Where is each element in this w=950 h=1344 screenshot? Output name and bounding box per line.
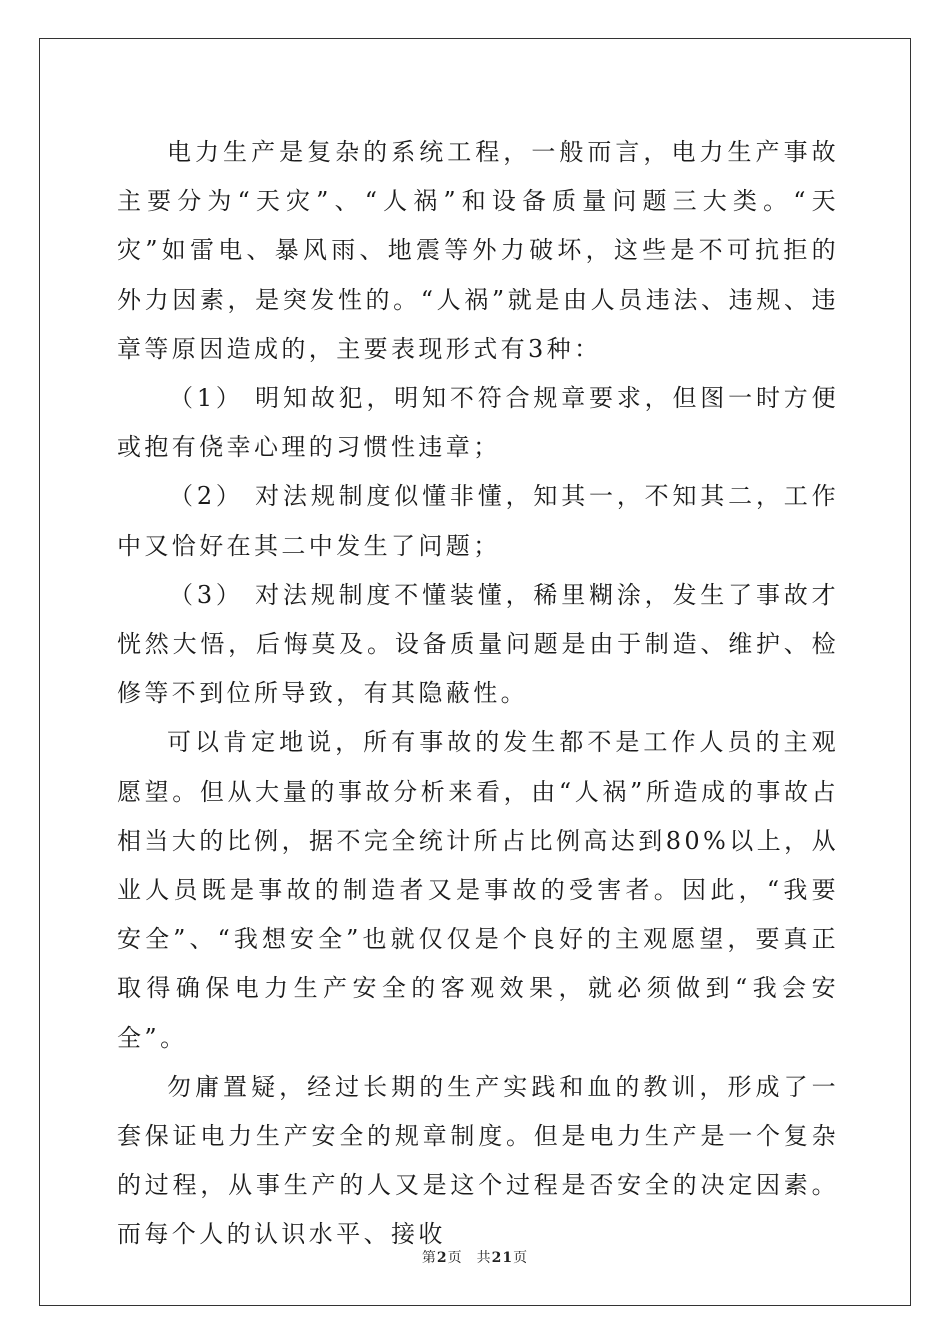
footer-page-prefix: 第 (421, 1250, 437, 1266)
paragraph-accident-categories: 电力生产是复杂的系统工程，一般而言，电力生产事故主要分为“天灾”、“人祸”和设备质量问题三大类。“天灾”如雷电、暴风雨、地震等外力破坏，这些是不可抗拒的外力因素，是突发性的。“人祸”就是由人员违法、违规、违章等原因造成的，主要表现形式有3种： (117, 138, 839, 363)
list-item-2: （2） 对法规制度似懂非懂，知其一，不知其二，工作中又恰好在其二中发生了问题； (117, 482, 839, 560)
document-body (117, 128, 839, 1260)
footer-total-pages: 21 (491, 1250, 514, 1266)
footer-page-suffix: 页 (447, 1250, 463, 1266)
list-item-3: （3） 对法规制度不懂装懂，稀里糊涂，发生了事故才恍然大悟，后悔莫及。设备质量问题是由于制造、维护、检修等不到位所导致，有其隐蔽性。 (117, 580, 839, 708)
footer-total-suffix: 页 (513, 1250, 529, 1266)
list-item-1: （1） 明知故犯，明知不符合规章要求，但图一时方便或抱有侥幸心理的习惯性违章； (117, 384, 839, 462)
paragraph-regulations: 勿庸置疑，经过长期的生产实践和血的教训，形成了一套保证电力生产安全的规章制度。但是电力生产是一个复杂的过程，从事生产的人又是这个过程是否安全的决定因素。而每个人的认识水平、接收 (117, 1072, 839, 1249)
page-footer (0, 1247, 950, 1267)
footer-total-prefix: 共 (476, 1250, 492, 1266)
paragraph-subjective-wish: 可以肯定地说，所有事故的发生都不是工作人员的主观愿望。但从大量的事故分析来看，由“人祸”所造成的事故占相当大的比例，据不完全统计所占比例高达到80%以上，从业人员既是事故的制造者又是事故的受害者。因此，“我要安全”、“我想安全”也就仅仅是个良好的主观愿望，要真正取得确保电力生产安全的客观效果，就必须做到“我会安全”。 (117, 728, 839, 1052)
footer-page-number: 2 (436, 1250, 448, 1266)
